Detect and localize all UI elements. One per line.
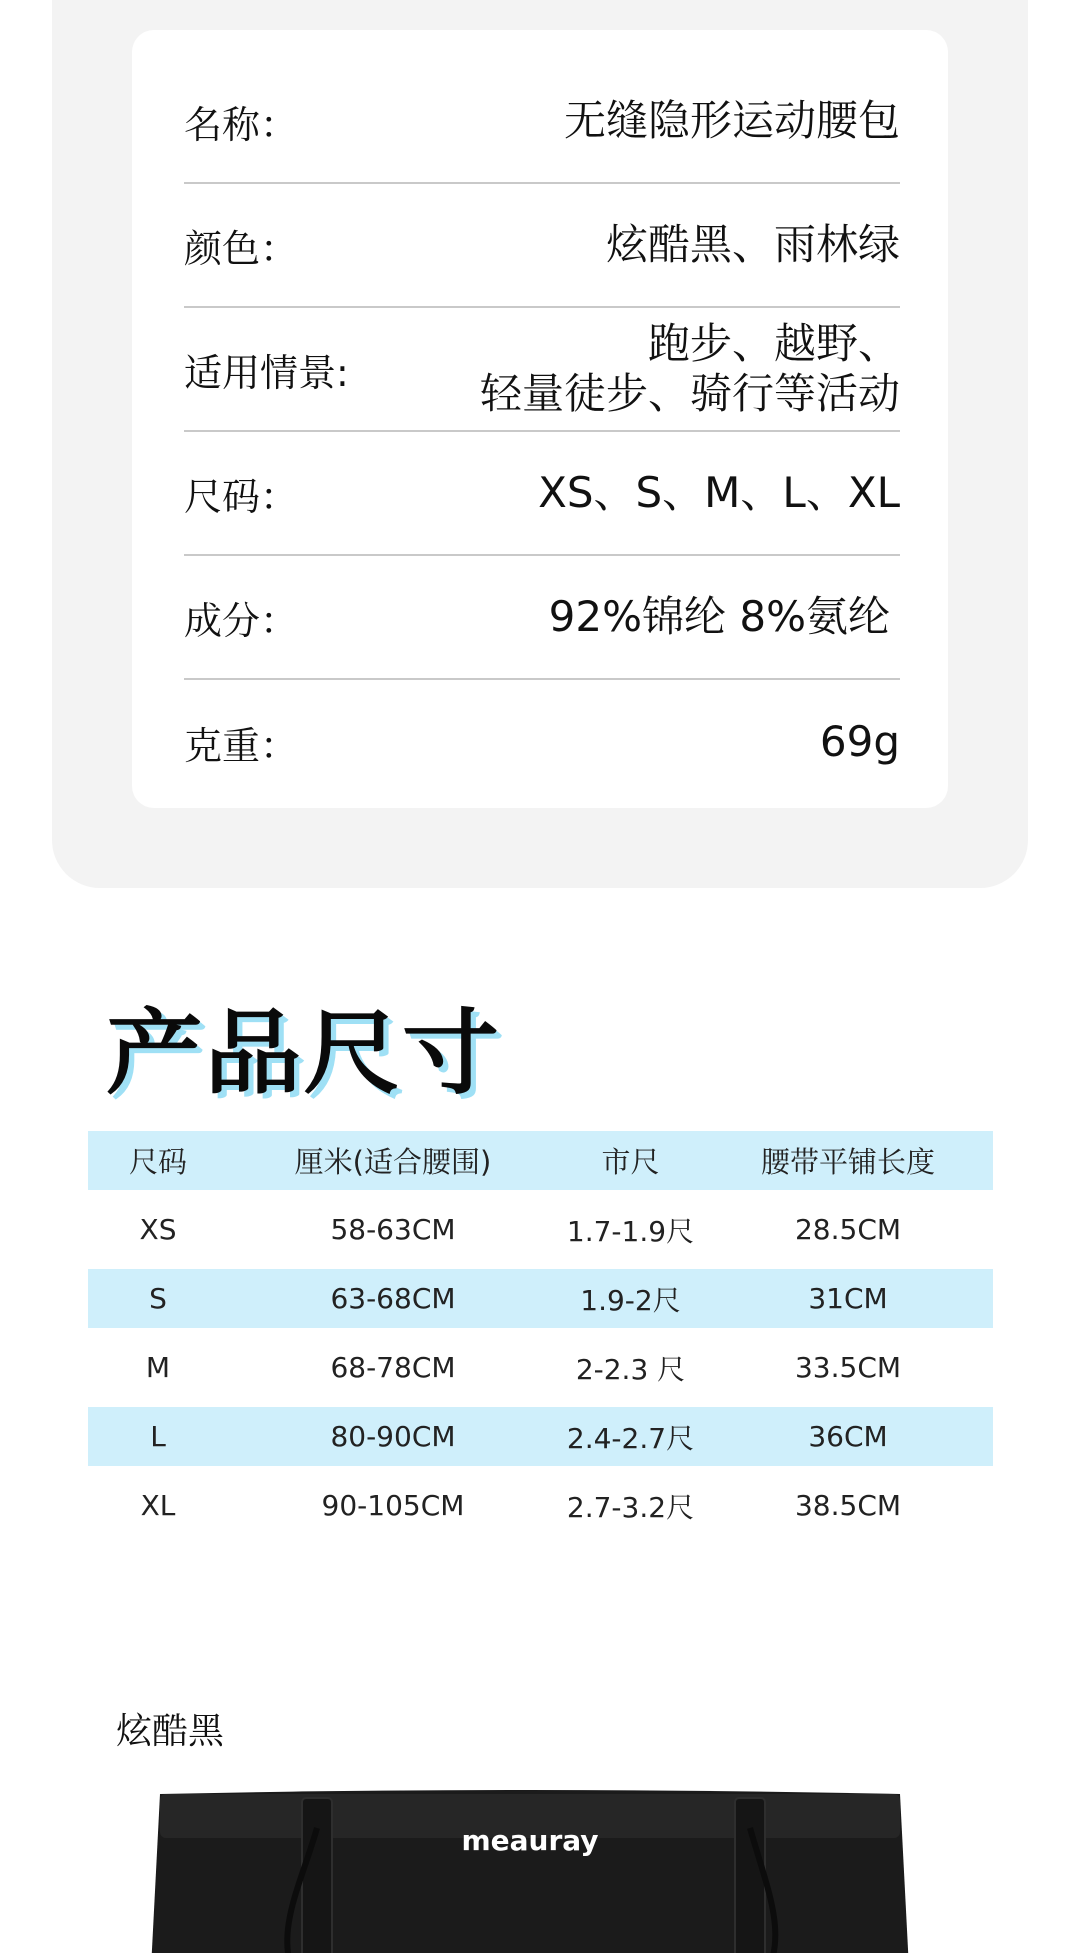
table-header-cell: 厘米(适合腰围): [228, 1131, 558, 1190]
table-header-row: [88, 1131, 993, 1190]
spec-row-name: [184, 60, 900, 184]
table-row: [88, 1269, 993, 1328]
table-row: [88, 1328, 993, 1407]
spec-label: 尺码：: [184, 474, 299, 519]
spec-label: 克重：: [184, 723, 299, 768]
spec-label: 颜色：: [184, 226, 299, 271]
spec-row-color: [184, 184, 900, 308]
spec-row-material: [184, 556, 900, 680]
size-table: [88, 1131, 993, 1545]
table-row: [88, 1190, 993, 1269]
spec-label: 适用情景:: [184, 350, 349, 395]
table-cell: 90-105CM: [321, 1489, 465, 1522]
spec-value: 92%锦纶 8%氨纶: [548, 591, 890, 641]
spec-value: 跑步、越野、 轻量徒步、骑行等活动: [479, 318, 900, 418]
table-header-cell: 市尺: [558, 1131, 703, 1190]
table-cell: L: [88, 1407, 228, 1466]
section-title-product-size: 产品尺寸: [106, 1000, 501, 1107]
table-cell: 1.7-1.9尺: [566, 1214, 695, 1248]
brand-logo: meauray: [461, 1824, 599, 1857]
table-cell: 1.9-2尺: [558, 1269, 703, 1328]
table-cell: 68-78CM: [330, 1351, 456, 1384]
spec-row-usage: [184, 308, 900, 432]
table-cell: 58-63CM: [330, 1213, 456, 1246]
spec-card: [132, 30, 948, 808]
table-cell: 31CM: [703, 1269, 993, 1328]
table-cell: 80-90CM: [228, 1407, 558, 1466]
spec-panel: [52, 0, 1028, 888]
table-cell: 38.5CM: [794, 1489, 902, 1522]
table-header-cell: 腰带平铺长度: [703, 1131, 993, 1190]
table-cell: XL: [140, 1489, 176, 1522]
spec-row-weight: [184, 680, 900, 804]
belt-loop-right: [735, 1798, 765, 1953]
table-row: [88, 1407, 993, 1466]
table-header-cell: 尺码: [88, 1131, 228, 1190]
spec-label: 名称：: [184, 102, 299, 147]
product-photo-waist-pack: [150, 1788, 910, 1953]
spec-row-size: [184, 432, 900, 556]
table-cell: XS: [139, 1213, 177, 1246]
table-cell: 28.5CM: [794, 1213, 902, 1246]
spec-value: 炫酷黑、雨林绿: [605, 219, 900, 269]
table-cell: 2.4-2.7尺: [558, 1407, 703, 1466]
table-cell: 2.7-3.2尺: [566, 1490, 695, 1524]
spec-value: XS、S、M、L、XL: [538, 467, 900, 517]
spec-value: 69g: [819, 716, 900, 766]
table-row: [88, 1466, 993, 1545]
color-variant-label: 炫酷黑: [116, 1711, 225, 1752]
spec-value: 无缝隐形运动腰包: [563, 95, 900, 145]
belt-loop-left: [302, 1798, 332, 1953]
table-cell: S: [88, 1269, 228, 1328]
table-cell: 63-68CM: [228, 1269, 558, 1328]
table-cell: M: [145, 1351, 171, 1384]
spec-label: 成分：: [184, 598, 299, 643]
table-cell: 2-2.3 尺: [575, 1352, 686, 1386]
table-cell: 36CM: [703, 1407, 993, 1466]
table-cell: 33.5CM: [794, 1351, 902, 1384]
